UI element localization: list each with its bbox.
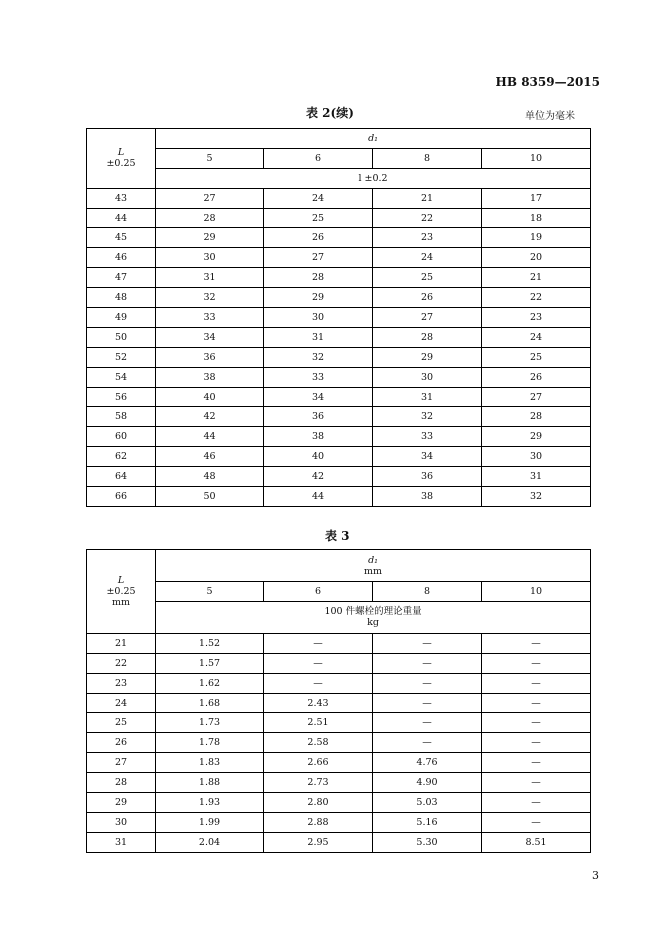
row-label-cell: 30 (87, 812, 156, 832)
row-header-unit: mm (111, 596, 131, 608)
table-cell: 38 (264, 427, 373, 447)
table-cell: 5.16 (373, 812, 482, 832)
table3-d-value: 5 (156, 582, 264, 602)
row-label-cell: 52 (87, 347, 156, 367)
table-row (87, 387, 591, 407)
table3-d-unit: mm (364, 565, 383, 577)
row-header-tolerance: ±0.25 (106, 158, 136, 170)
table-cell: 30 (373, 367, 482, 387)
table-cell: — (482, 673, 591, 693)
table-cell: 28 (264, 268, 373, 288)
table-cell: 31 (264, 327, 373, 347)
table-cell: — (482, 653, 591, 673)
row-label-cell: 22 (87, 653, 156, 673)
table-cell: 19 (482, 228, 591, 248)
table-cell: 26 (264, 228, 373, 248)
table-cell: 42 (264, 467, 373, 487)
row-header-symbol: L (117, 574, 125, 586)
table-cell: — (373, 733, 482, 753)
table-cell: 1.78 (156, 733, 264, 753)
row-label-cell: 43 (87, 188, 156, 208)
table-cell: — (373, 673, 482, 693)
table-cell: 31 (482, 467, 591, 487)
table-cell: 27 (156, 188, 264, 208)
table-cell: 18 (482, 208, 591, 228)
table-cell: 33 (156, 308, 264, 328)
table-cell: 1.88 (156, 773, 264, 793)
table-cell: 25 (264, 208, 373, 228)
row-label-cell: 49 (87, 308, 156, 328)
row-label-cell: 45 (87, 228, 156, 248)
table-cell: 38 (373, 487, 482, 507)
table-cell: 50 (156, 487, 264, 507)
table-row (87, 713, 591, 733)
table-row (87, 832, 591, 852)
table-cell: — (264, 653, 373, 673)
table-cell: 28 (482, 407, 591, 427)
table-cell: 17 (482, 188, 591, 208)
table-cell: 34 (156, 327, 264, 347)
table-cell: 36 (264, 407, 373, 427)
table-cell: — (482, 693, 591, 713)
table3-d-value: 6 (264, 582, 373, 602)
table-row (87, 447, 591, 467)
table-cell: 44 (264, 487, 373, 507)
row-label-cell: 58 (87, 407, 156, 427)
table-cell: 24 (264, 188, 373, 208)
row-header-symbol: L (117, 147, 125, 159)
table-cell: 27 (264, 248, 373, 268)
table-cell: — (482, 793, 591, 813)
table-cell: 33 (264, 367, 373, 387)
table-row (87, 427, 591, 447)
table-row (87, 228, 591, 248)
table-cell: 42 (156, 407, 264, 427)
row-label-cell: 29 (87, 793, 156, 813)
table-cell: 31 (156, 268, 264, 288)
row-label-cell: 60 (87, 427, 156, 447)
row-label-cell: 28 (87, 773, 156, 793)
table-cell: 34 (373, 447, 482, 467)
table-cell: 32 (482, 487, 591, 507)
table-cell: 30 (156, 248, 264, 268)
table-cell: 29 (482, 427, 591, 447)
table-cell: 28 (373, 327, 482, 347)
table-cell: 1.57 (156, 653, 264, 673)
row-label-cell: 25 (87, 713, 156, 733)
table-cell: 1.93 (156, 793, 264, 813)
table-cell: 2.88 (264, 812, 373, 832)
table-cell: 38 (156, 367, 264, 387)
row-label-cell: 23 (87, 673, 156, 693)
table2-d-value: 8 (373, 148, 482, 168)
table-cell: 22 (373, 208, 482, 228)
table2-d-value: 5 (156, 148, 264, 168)
table3-sub-header: 100 件螺栓的理论重量 kg (156, 601, 591, 633)
row-label-cell: 24 (87, 693, 156, 713)
table-cell: 5.03 (373, 793, 482, 813)
table-cell: 36 (373, 467, 482, 487)
table-cell: 32 (373, 407, 482, 427)
table-cell: 29 (373, 347, 482, 367)
table-cell: 2.73 (264, 773, 373, 793)
table-cell: 2.51 (264, 713, 373, 733)
table2-sub-header: l ±0.2 (156, 168, 591, 188)
table-row (87, 327, 591, 347)
table3-sub-unit: kg (367, 617, 379, 629)
table-row (87, 693, 591, 713)
table-cell: 40 (264, 447, 373, 467)
table-row (87, 733, 591, 753)
table-row (87, 367, 591, 387)
row-label-cell: 21 (87, 633, 156, 653)
table-cell: 2.80 (264, 793, 373, 813)
table-cell: 23 (482, 308, 591, 328)
table-cell: 30 (482, 447, 591, 467)
table-cell: — (482, 633, 591, 653)
table-cell: — (373, 713, 482, 733)
row-label-cell: 26 (87, 733, 156, 753)
table-cell: 21 (373, 188, 482, 208)
table-cell: 21 (482, 268, 591, 288)
row-label-cell: 54 (87, 367, 156, 387)
table3-d-header: d₁ mm (156, 550, 591, 582)
row-label-cell: 66 (87, 487, 156, 507)
table-cell: 4.90 (373, 773, 482, 793)
table-cell: 48 (156, 467, 264, 487)
table-cell: 25 (482, 347, 591, 367)
table-cell: 28 (156, 208, 264, 228)
unit-note: 单位为毫米 (525, 111, 575, 122)
table-cell: — (373, 693, 482, 713)
table-row (87, 653, 591, 673)
table-cell: 29 (264, 288, 373, 308)
table-cell: — (373, 653, 482, 673)
table-cell: 2.04 (156, 832, 264, 852)
table-cell: 24 (373, 248, 482, 268)
table-cell: 30 (264, 308, 373, 328)
table-row (87, 248, 591, 268)
table-cell: 23 (373, 228, 482, 248)
row-label-cell: 56 (87, 387, 156, 407)
table3-row-header (87, 550, 156, 634)
row-label-cell: 50 (87, 327, 156, 347)
table-cell: 31 (373, 387, 482, 407)
table3-d-value: 8 (373, 582, 482, 602)
standard-number: HB 8359—2015 (495, 75, 600, 89)
table-cell: — (482, 812, 591, 832)
table-cell: 36 (156, 347, 264, 367)
row-label-cell: 46 (87, 248, 156, 268)
table2-d-value: 10 (482, 148, 591, 168)
table-row (87, 407, 591, 427)
table-cell: 22 (482, 288, 591, 308)
table-cell: 2.95 (264, 832, 373, 852)
table-cell: 1.99 (156, 812, 264, 832)
table-cell: 26 (373, 288, 482, 308)
table-row (87, 347, 591, 367)
table-cell: 40 (156, 387, 264, 407)
table-cell: — (482, 773, 591, 793)
row-label-cell: 44 (87, 208, 156, 228)
table-cell: 29 (156, 228, 264, 248)
table-row (87, 288, 591, 308)
table-cell: 5.30 (373, 832, 482, 852)
page-number: 3 (592, 869, 599, 882)
table-row (87, 268, 591, 288)
table-row (87, 487, 591, 507)
table-cell: 1.73 (156, 713, 264, 733)
table-cell: 32 (264, 347, 373, 367)
table-cell: 4.76 (373, 753, 482, 773)
row-label-cell: 64 (87, 467, 156, 487)
table-cell: 25 (373, 268, 482, 288)
table-cell: — (264, 633, 373, 653)
table-row (87, 633, 591, 653)
table-cell: 27 (373, 308, 482, 328)
table-cell: — (482, 733, 591, 753)
table-cell: 27 (482, 387, 591, 407)
table2-row-header (87, 129, 156, 189)
table-cell: 20 (482, 248, 591, 268)
table-row (87, 208, 591, 228)
table-cell: 1.68 (156, 693, 264, 713)
table-cell: — (482, 753, 591, 773)
table-row (87, 773, 591, 793)
table-cell: 2.66 (264, 753, 373, 773)
table-cell: 34 (264, 387, 373, 407)
table2-d-header: d₁ (156, 129, 591, 149)
table-cell: 1.52 (156, 633, 264, 653)
row-label-cell: 48 (87, 288, 156, 308)
table-cell: 44 (156, 427, 264, 447)
table-cell: 26 (482, 367, 591, 387)
table-row (87, 673, 591, 693)
table-cell: 46 (156, 447, 264, 467)
table3 (86, 549, 591, 853)
row-label-cell: 27 (87, 753, 156, 773)
table-cell: 32 (156, 288, 264, 308)
row-header-tolerance: ±0.25 (106, 585, 136, 597)
table-cell: 1.83 (156, 753, 264, 773)
table-cell: — (264, 673, 373, 693)
table-cell: 24 (482, 327, 591, 347)
table-row (87, 467, 591, 487)
table-cell: — (373, 633, 482, 653)
table-row (87, 793, 591, 813)
table-cell: 2.58 (264, 733, 373, 753)
row-label-cell: 47 (87, 268, 156, 288)
table-row (87, 188, 591, 208)
table2-d-value: 6 (264, 148, 373, 168)
table-cell: 2.43 (264, 693, 373, 713)
table-row (87, 812, 591, 832)
table2 (86, 128, 591, 507)
table-cell: 8.51 (482, 832, 591, 852)
table-cell: 1.62 (156, 673, 264, 693)
table2-caption: 表 2(续) (306, 106, 354, 120)
table-cell: 33 (373, 427, 482, 447)
table-row (87, 308, 591, 328)
table3-caption: 表 3 (325, 529, 350, 543)
row-label-cell: 31 (87, 832, 156, 852)
table-cell: — (482, 713, 591, 733)
table-row (87, 753, 591, 773)
row-label-cell: 62 (87, 447, 156, 467)
table3-d-value: 10 (482, 582, 591, 602)
